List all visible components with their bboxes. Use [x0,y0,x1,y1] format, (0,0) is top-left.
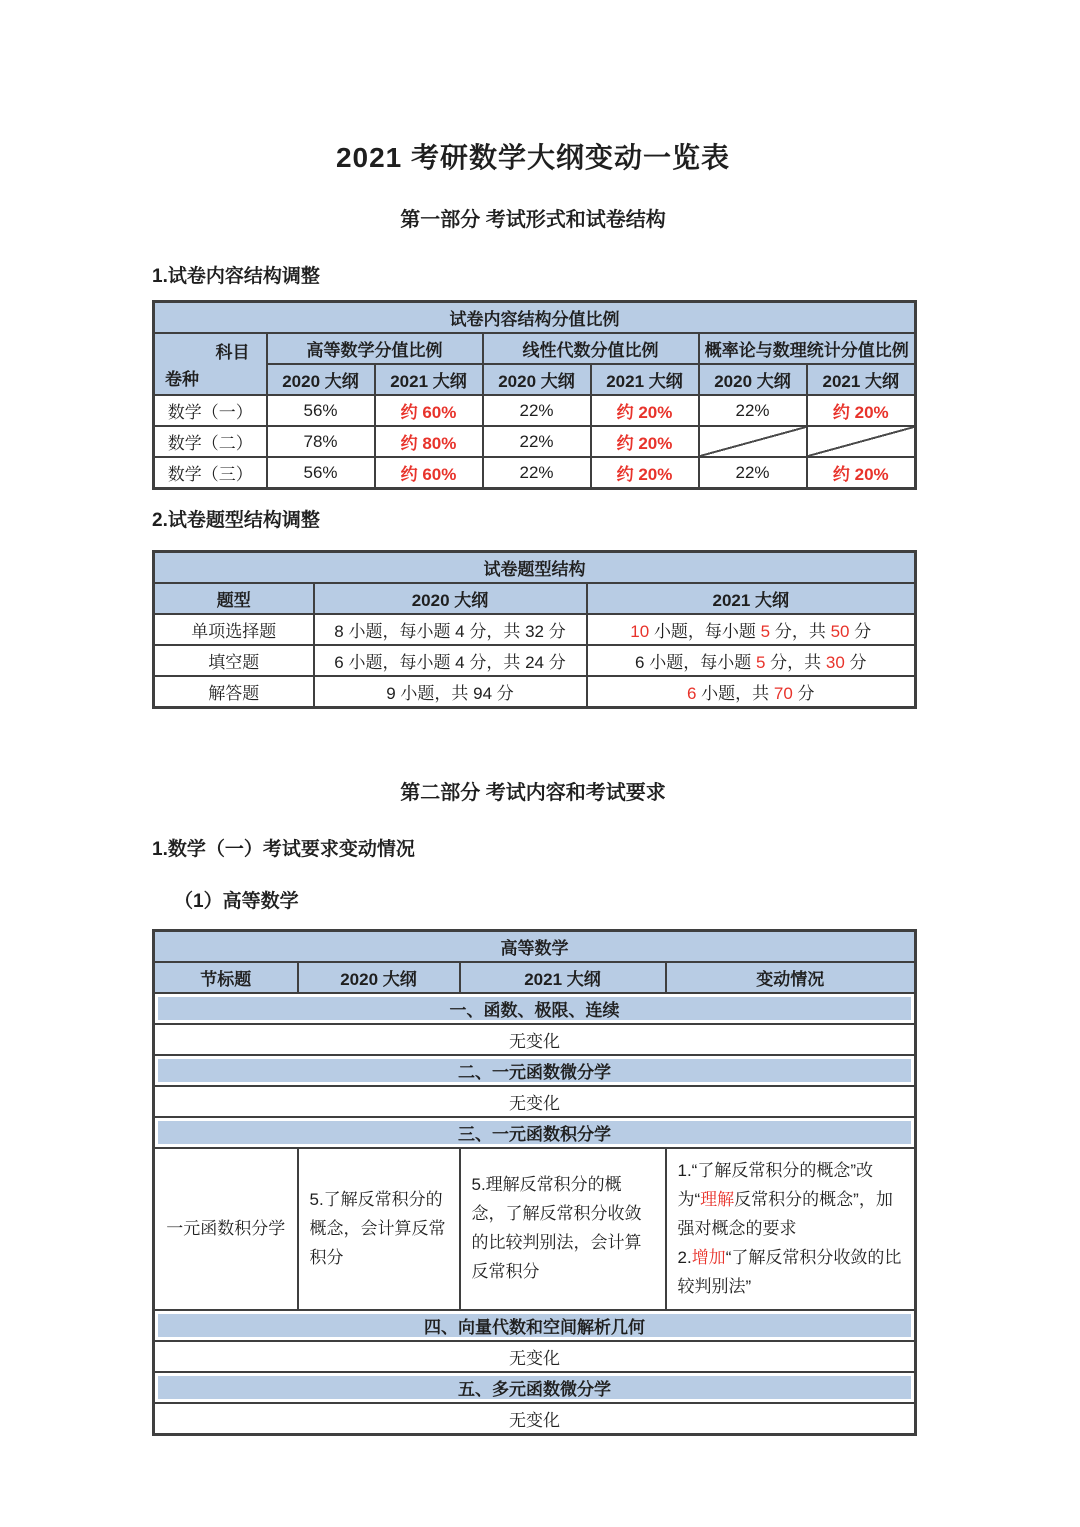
table-row [154,1148,916,1310]
section1-heading: 1.试卷内容结构调整 [152,266,320,287]
text-run: 6 小题，每小题 4 分，共 24 分 [334,653,566,672]
table1-year-header-row [154,364,916,395]
part1-heading: 第一部分 考试形式和试卷结构 [400,209,666,231]
year-2021-header: 2021 大纲 [460,962,666,993]
math1-sub-heading: （1）高等数学 [174,891,299,912]
table3-title-row [154,931,916,963]
text-run: 2. [677,1247,692,1267]
content-structure-ratio-table [152,300,917,490]
year-header: 2020 大纲 [483,364,591,395]
text-run: 小题，每小题 [653,622,761,641]
text-run: 8 小题，每小题 4 分，共 32 分 [334,622,566,641]
text-run: 5.了解反常积分的概念，会计算反常积分 [309,1189,446,1267]
ratio-value-cell: 56% [267,395,375,426]
ratio-value-cell: 56% [267,457,375,489]
table-row [154,614,916,645]
part2-heading: 第二部分 考试内容和考试要求 [400,782,666,804]
empty-diagonal-cell [807,426,916,457]
ratio-value-cell: 约 20% [591,457,699,489]
advanced-math-changes-table [152,929,917,1436]
table-row [154,1341,916,1372]
ratio-value-cell: 22% [699,395,807,426]
text-run: 分 [854,622,872,641]
table-row [154,1086,916,1117]
text-run: 1.“了解反常积分的概念”改为“ [677,1161,873,1209]
ratio-value-cell: 78% [267,426,375,457]
section-title-header: 节标题 [154,962,298,993]
text-run: 一元函数积分学 [166,1218,286,1238]
year-2021-header: 2021 大纲 [587,583,916,614]
text-run: 分 [797,684,815,703]
text-run: 6 小题，每小题 [635,653,756,672]
outline-2021-cell [587,645,916,676]
table1-body [154,395,916,489]
no-change-cell: 无变化 [154,1086,916,1117]
corner-subject-label: 科目 [215,343,250,362]
table2-header-row [154,583,916,614]
section-name-cell [154,1148,298,1310]
table-row [154,395,916,426]
outline-2021-cell [587,676,916,708]
chapter-section-cell: 一、函数、极限、连续 [154,993,916,1024]
changed-value-text: 5 [755,653,771,672]
table-row [154,1055,916,1086]
outline-2020-cell [314,676,587,708]
year-header: 2021 大纲 [807,364,916,395]
year-2020-header: 2020 大纲 [314,583,587,614]
table3-header-row [154,962,916,993]
no-change-cell: 无变化 [154,1024,916,1055]
math1-heading: 1.数学（一）考试要求变动情况 [152,839,415,860]
changed-value-text: 30 [825,653,850,672]
table-row [154,993,916,1024]
question-type-header: 题型 [154,583,314,614]
text-run: “了解反常积分收敛的比较判别法” [677,1247,902,1296]
year-header: 2021 大纲 [375,364,483,395]
question-type-cell: 解答题 [154,676,314,708]
chapter-section-cell: 四、向量代数和空间解析几何 [154,1310,916,1341]
outline-2020-cell [314,614,587,645]
empty-diagonal-cell [699,426,807,457]
corner-paper-label: 卷种 [165,370,199,389]
text-run: 9 小题，共 94 分 [386,684,514,703]
outline-2020-cell [298,1148,460,1310]
text-run: 小题，共 [701,684,774,703]
document-page [152,0,914,1436]
table-row [154,1372,916,1403]
text-run: 5.理解反常积分的概念，了解反常积分收敛的比较判别法，会计算反常积分 [471,1175,642,1282]
table-row [154,1024,916,1055]
group-header-advanced-math: 高等数学分值比例 [267,333,483,364]
chapter-section-cell: 二、一元函数微分学 [154,1055,916,1086]
changed-value-text: 70 [773,684,798,703]
table1-title: 试卷内容结构分值比例 [154,302,916,334]
table2-title: 试卷题型结构 [154,552,916,584]
paper-type-cell: 数学（二） [154,426,267,457]
paper-type-cell: 数学（三） [154,457,267,489]
paper-type-cell: 数学（一） [154,395,267,426]
no-change-cell: 无变化 [154,1403,916,1435]
ratio-value-cell: 22% [483,395,591,426]
year-2020-header: 2020 大纲 [298,962,460,993]
table3-body [154,993,916,1435]
question-type-cell: 单项选择题 [154,614,314,645]
table3-title: 高等数学 [154,931,916,963]
table1-group-header-row [154,333,916,364]
change-detail-cell [666,1148,916,1310]
ratio-value-cell: 约 20% [807,395,916,426]
outline-2020-cell [314,645,587,676]
group-header-probability: 概率论与数理统计分值比例 [699,333,916,364]
table-row [154,1310,916,1341]
changed-value-text: 10 [630,622,654,641]
section2-heading: 2.试卷题型结构调整 [152,510,320,531]
outline-2021-cell [460,1148,666,1310]
corner-header-cell [154,333,267,395]
year-header: 2020 大纲 [267,364,375,395]
text-run: 反常积分的概念”，加强对概念的要求 [677,1189,893,1238]
changed-value-text: 理解 [700,1189,735,1209]
table-row [154,1403,916,1435]
text-run: 分，共 [770,653,826,672]
ratio-value-cell: 约 60% [375,395,483,426]
change-status-header: 变动情况 [666,962,916,993]
question-type-structure-table [152,550,917,709]
table-row [154,457,916,489]
year-header: 2021 大纲 [591,364,699,395]
ratio-value-cell: 约 20% [807,457,916,489]
changed-value-text: 6 [686,684,702,703]
ratio-value-cell: 约 60% [375,457,483,489]
changed-value-text: 增加 [691,1247,726,1267]
ratio-value-cell: 22% [483,457,591,489]
group-header-linear-algebra: 线性代数分值比例 [483,333,699,364]
no-change-cell: 无变化 [154,1341,916,1372]
year-header: 2020 大纲 [699,364,807,395]
ratio-value-cell: 22% [699,457,807,489]
ratio-value-cell: 22% [483,426,591,457]
table-row [154,676,916,708]
table2-body [154,614,916,708]
ratio-value-cell: 约 80% [375,426,483,457]
outline-2021-cell [587,614,916,645]
text-run: 分 [849,653,867,672]
table-row [154,1117,916,1148]
chapter-section-cell: 三、一元函数积分学 [154,1117,916,1148]
table2-title-row [154,552,916,584]
question-type-cell: 填空题 [154,645,314,676]
ratio-value-cell: 约 20% [591,426,699,457]
table-row [154,426,916,457]
table-row [154,645,916,676]
table1-title-row [154,302,916,334]
ratio-value-cell: 约 20% [591,395,699,426]
changed-value-text: 5 [760,622,775,641]
text-run: 分，共 [774,622,831,641]
document-title: 2021 考研数学大纲变动一览表 [335,142,731,173]
chapter-section-cell: 五、多元函数微分学 [154,1372,916,1403]
changed-value-text: 50 [830,622,855,641]
